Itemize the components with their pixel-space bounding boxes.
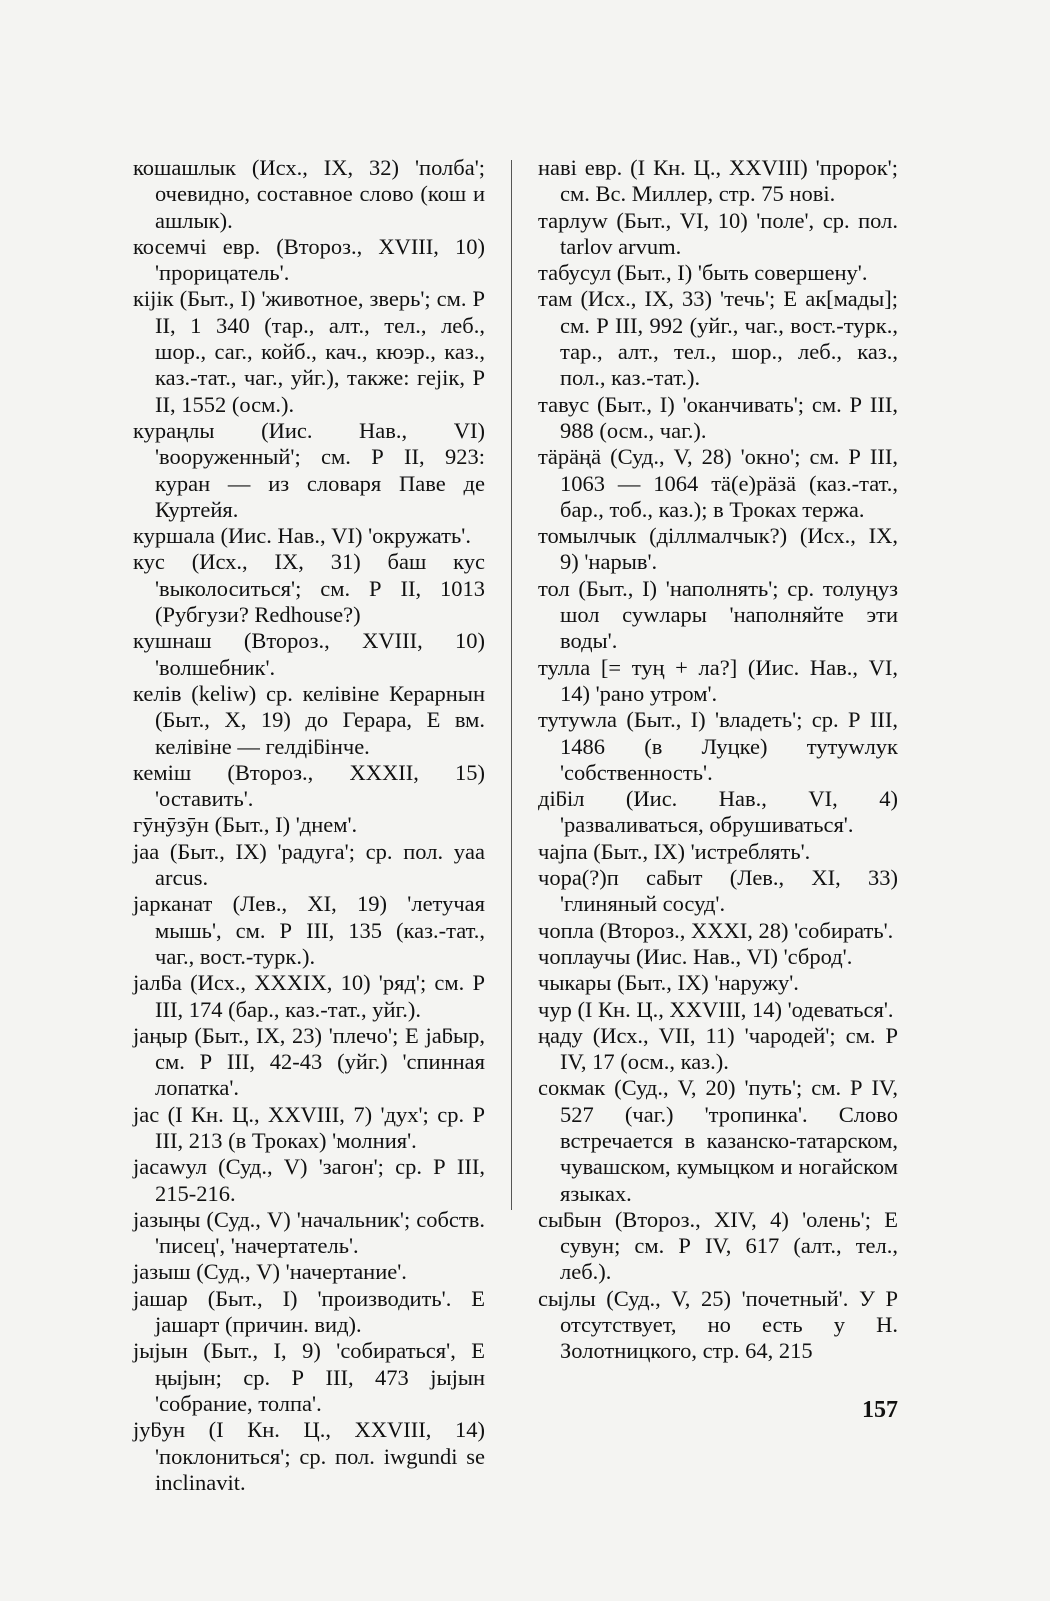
dictionary-entry: кеміш (Второз., XXXII, 15) 'оставить'. (133, 759, 485, 812)
dictionary-entry: jарканат (Лев., XI, 19) 'летучая мышь', см. Р III, 135 (каз.-тат., чаг., вост.-турк.). (133, 891, 485, 969)
dictionary-entry: тäрäңä (Суд., V, 28) 'окно'; см. Р III, 1063 — 1064 тä(е)рäзä (каз.-тат., бар., тоб., каз.); в Троках тержа. (538, 444, 898, 522)
dictionary-entry: табусул (Быт., I) 'быть совершену'. (538, 260, 868, 286)
dictionary-entry: кус (Исх., IX, 31) баш кус 'выколоситься'; см. Р II, 1013 (Рубгузи? Redhouse?) (133, 549, 485, 628)
dictionary-entry: ңаду (Исх., VII, 11) 'чародей'; см. Р IV, 17 (осм., каз.). (538, 1022, 898, 1075)
dictionary-entry: кушнаш (Второз., XVIII, 10) 'волшебник'. (133, 628, 485, 680)
dictionary-entry: чыкары (Быт., IX) 'наружу'. (538, 970, 799, 996)
dictionary-entry: чопла (Второз., XXXI, 28) 'собирать'. (538, 917, 894, 943)
dictionary-entry: сыƃын (Второз., XIV, 4) 'олень'; Е сувун; см. Р IV, 617 (алт., тел., леб.). (538, 1206, 898, 1285)
dictionary-entry: чора(?)п саƃыт (Лев., XI, 33) 'глиняный сосуд'. (538, 865, 898, 917)
dictionary-entry: тулла [= туң + ла?] (Иис. Нав., VI, 14) 'рано утром'. (538, 654, 898, 706)
dictionary-entry: сыjлы (Суд., V, 25) 'почетный'. У Р отсутствует, но есть у Н. Золотницкого, стр. 64, 215 (538, 1285, 898, 1364)
dictionary-entry: кошашлык (Исх., IX, 32) 'полба'; очевидно, составное слово (кош и ашлык). (133, 155, 485, 233)
dictionary-entry: наві евр. (I Кн. Ц., XXVIII) 'пророк'; см. Вс. Миллер, стр. 75 нові. (538, 155, 898, 207)
dictionary-entry: чур (I Кн. Ц., XXVIII, 14) 'одеваться'. (538, 996, 894, 1022)
dictionary-entry: кіjік (Быт., I) 'животное, зверь'; см. Р II, 1 340 (тар., алт., тел., леб., шор., саг., койб., кач., кюэр., каз., каз.-тат., чаг., уйг.), также: геjік, Р II, 1552 (осм.). (133, 286, 485, 417)
dictionary-entry: чоплаучы (Иис. Нав., VI) 'сброд'. (538, 943, 853, 969)
dictionary-entry: тавус (Быт., I) 'оканчивать'; см. Р III, 988 (осм., чаг.). (538, 391, 898, 443)
dictionary-entry: jac (I Кн. Ц., XXVIII, 7) 'дух'; ср. Р III, 213 (в Троках) 'молния'. (133, 1101, 485, 1153)
right-column (538, 155, 898, 1365)
dictionary-entry: тол (Быт., I) 'наполнять'; ср. толуңуз шол суwлары 'наполняйте эти воды'. (538, 575, 898, 654)
dictionary-entry: jазыш (Суд., V) 'начертание'. (133, 1259, 407, 1285)
dictionary-entry: томылчык (діллмалчык?) (Исх., IX, 9) 'нарыв'. (538, 523, 898, 575)
dictionary-entry: діƃіл (Иис. Нав., VI, 4) 'разваливаться, обрушиваться'. (538, 786, 898, 838)
dictionary-entry: келів (keliw) ср. келівіне Керарнын (Быт., X, 19) до Герара, Е вм. келівіне — гелдіƃінче. (133, 680, 485, 759)
dictionary-entry: там (Исх., IX, 33) 'течь'; Е ак[мады]; см. Р III, 992 (уйг., чаг., вост.-турк., тар., алт., тел., шор., леб., каз., пол., каз.-тат.). (538, 286, 898, 391)
dictionary-entry: jашар (Быт., I) 'производить'. Е jашарт (причин. вид). (133, 1285, 485, 1338)
page-number: 157 (862, 1397, 898, 1423)
dictionary-entry: куршала (Иис. Нав., VI) 'окружать'. (133, 523, 471, 549)
dictionary-entry: тарлуw (Быт., VI, 10) 'поле', ср. пол. tarlov arvum. (538, 207, 898, 259)
dictionary-entry: гӯнӯзӯн (Быт., I) 'днем'. (133, 812, 358, 838)
dictionary-entry: чаjпа (Быт., IX) 'истреблять'. (538, 838, 811, 864)
left-column (133, 155, 485, 1496)
dictionary-entry: jуƃун (I Кн. Ц., XXVIII, 14) 'поклониться'; ср. пол. iwgundi se inclinavit. (133, 1417, 485, 1495)
dictionary-entry: jаңыр (Быт., IX, 23) 'плечо'; Е jаƃыр, см. Р III, 42-43 (уйг.) 'спинная лопатка'. (133, 1022, 485, 1101)
dictionary-entry: тутуwла (Быт., I) 'владеть'; ср. Р III, 1486 (в Луцке) тутуwлук 'собственность'. (538, 707, 898, 785)
dictionary-entry: кураңлы (Иис. Нав., VI) 'вооруженный'; см. Р II, 923: куран — из словаря Паве де Куртейя. (133, 417, 485, 522)
dictionary-entry: jалƃа (Исх., XXXIX, 10) 'ряд'; см. Р III, 174 (бар., каз.-тат., уйг.). (133, 970, 485, 1022)
dictionary-entry: сокмак (Суд., V, 20) 'путь'; см. Р IV, 527 (чаг.) 'тропинка'. Слово встречается в казанско-татарском, чувашском, кумыцком и ногайском языках. (538, 1075, 898, 1206)
dictionary-entry: косемчі евр. (Второз., XVIII, 10) 'прорицатель'. (133, 233, 485, 286)
dictionary-entry: jазыңы (Суд., V) 'начальник'; собств. 'писец', 'начертатель'. (133, 1206, 485, 1259)
dictionary-entry: jacawул (Суд., V) 'загон'; ср. Р III, 215-216. (133, 1154, 485, 1206)
dictionary-entry: jaa (Быт., IX) 'радуга'; ср. пол. yaa arcus. (133, 838, 485, 891)
dictionary-entry: jыjын (Быт., I, 9) 'собираться', Е ңыjын; ср. Р III, 473 jыjын 'собрание, толпа'. (133, 1338, 485, 1416)
column-divider (511, 160, 512, 1210)
